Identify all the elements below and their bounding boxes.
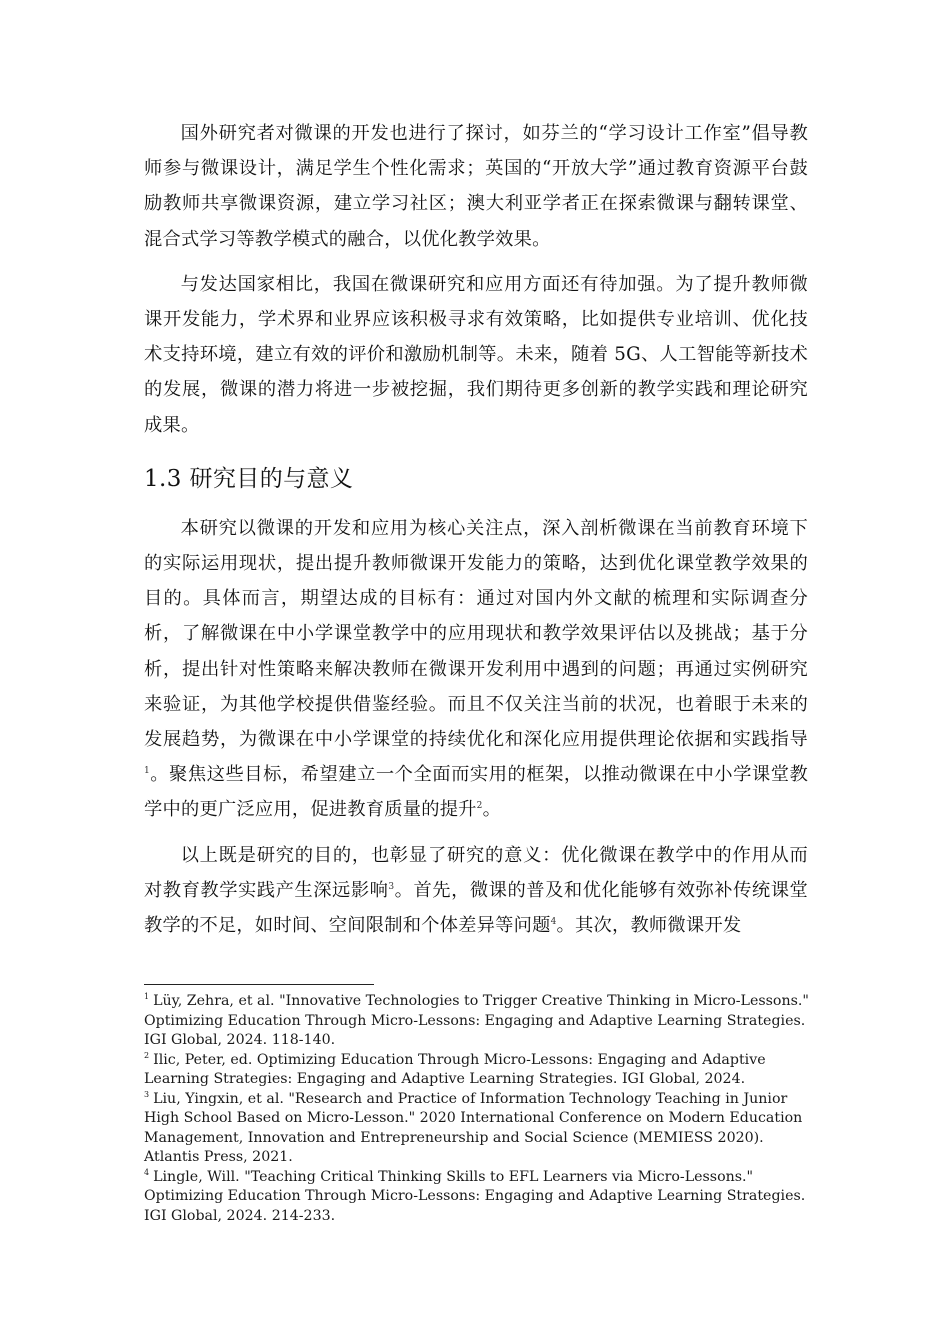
footnote-item <box>144 992 810 1051</box>
footnote-item <box>144 1168 810 1227</box>
footnote-text: Lingle, Will. "Teaching Critical Thinking Skills to EFL Learners via Micro-Lessons." Optimizing Education Through Micro-Lessons: Engaging and Adaptive Learning Strategies. IGI Global, 2024. 214-233. <box>144 1168 806 1224</box>
paragraph-text: 。其次，教师微课开发 <box>556 915 742 937</box>
footnote-number: 3 <box>144 1089 150 1099</box>
footnote-item <box>144 1051 810 1090</box>
paragraph-text: 。 <box>482 799 502 821</box>
paragraph-foreign-research: 国外研究者对微课的开发也进行了探讨，如芬兰的“学习设计工作室”倡导教师参与微课设计，满足学生个性化需求；英国的“开放大学”通过教育资源平台鼓励教师共享微课资源，建立学习社区；澳大利亚学者正在探索微课与翻转课堂、混合式学习等教学模式的融合，以优化教学效果。 <box>144 123 808 250</box>
footnote-ref-3[interactable]: 3 <box>388 881 395 892</box>
footnote-number: 2 <box>144 1050 150 1060</box>
paragraph-domestic-comparison: 与发达国家相比，我国在微课研究和应用方面还有待加强。为了提升教师微课开发能力，学术界和业界应该积极寻求有效策略，比如提供专业培训、优化技术支持环境，建立有效的评价和激励机制等。未来，随着 5G、人工智能等新技术的发展，微课的潜力将进一步被挖掘，我们期待更多创新的教学实践和理论研究成果。 <box>144 273 808 436</box>
footnote-text: Lüy, Zehra, et al. "Innovative Technologies to Trigger Creative Thinking in Micro-Lessons." Optimizing Education Through Micro-Lessons: Engaging and Adaptive Learning Strategies. IGI Global, 2024. 118-140. <box>144 993 809 1048</box>
footnote-ref-1[interactable]: 1 <box>144 766 150 777</box>
footnote-item <box>144 1090 810 1168</box>
paragraph-research-significance <box>144 838 808 944</box>
paragraph-text: 。首先，微课的普及和优化能够有效弥补传统课堂教学的不足，如时间、空间限制和个体差异等问题 <box>144 879 808 937</box>
paragraph-text: 。聚焦这些目标，希望建立一个全面而实用的框架，以推动微课在中小学课堂教学中的更广泛应用，促进教育质量的提升 <box>144 764 808 821</box>
section-heading: 1.3 研究目的与意义 <box>144 465 354 492</box>
footnote-ref-2[interactable]: 2 <box>476 801 483 812</box>
body-content <box>144 116 808 953</box>
paragraph-text: 本研究以微课的开发和应用为核心关注点，深入剖析微课在当前教育环境下的实际运用现状，提出提升教师微课开发能力的策略，达到优化课堂教学效果的目的。具体而言，期望达成的目标有：通过对国内外文献的梳理和实际调查分析，了解微课在中小学课堂教学中的应用现状和教学效果评估以及挑战；基于分析，提出针对性策略来解决教师在微课开发利用中遇到的问题；再通过实例研究来验证，为其他学校提供借鉴经验。而且不仅关注当前的状况，也着眼于未来的发展趋势，为微课在中小学课堂的持续优化和深化应用提供理论依据和实践指导 <box>144 517 808 751</box>
footnote-number: 1 <box>144 992 150 1001</box>
footnote-ref-4[interactable]: 4 <box>550 917 557 928</box>
paragraph-text: 以上既是研究的目的，也彰显了研究的意义：优化微课在教学中的作用从而对教育教学实践产生深远影响 <box>144 844 808 901</box>
footnote-divider <box>144 984 374 985</box>
paragraph-research-purpose <box>144 511 808 828</box>
footnote-number: 4 <box>144 1167 150 1177</box>
footnotes <box>144 992 810 1226</box>
footnote-text: Liu, Yingxin, et al. "Research and Practice of Information Technology Teaching in Junior High School Based on Micro-Lesson." 2020 International Conference on Modern Education Management, Innovation and Entrepreneurship and Social Science (MEMIESS 2020). Atlantis Press, 2021. <box>144 1090 803 1165</box>
footnote-text: Ilic, Peter, ed. Optimizing Education Through Micro-Lessons: Engaging and Adaptive Learning Strategies: Engaging and Adaptive Learning Strategies. IGI Global, 2024. <box>144 1051 766 1087</box>
